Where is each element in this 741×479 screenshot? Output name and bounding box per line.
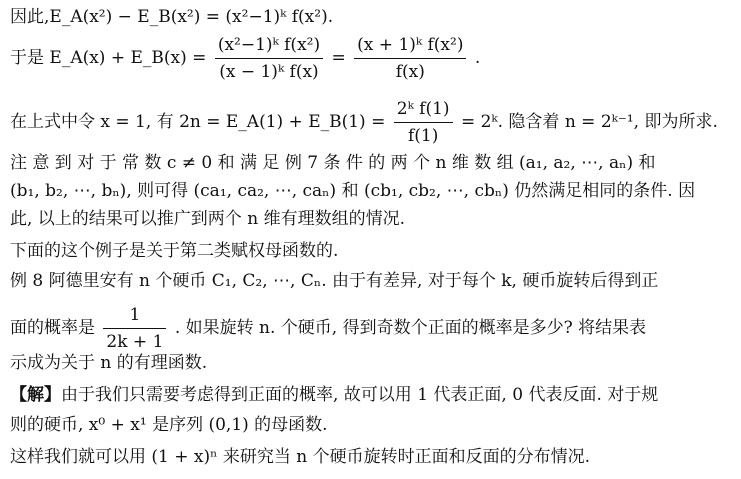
equation-line-3 [10,98,718,147]
text-line-1: 因此,E_A(x²) − E_B(x²) = (x²−1)ᵏ f(x²). [10,7,334,27]
fraction-2-denominator: f(x) [395,62,425,82]
fraction-2-numerator: (x + 1)ᵏ f(x²) [354,34,466,59]
fraction-4-numerator: 1 [103,304,166,329]
fraction-3 [394,98,453,147]
text-line-6: 此, 以上的结果可以推广到两个 n 维有理数组的情况. [10,209,405,229]
fraction-3-denominator: f(1) [407,126,439,146]
fraction-3-numerator: 2ᵏ f(1) [394,98,453,123]
equation-prefix: 在上式中令 x = 1, 有 2n = E_A(1) + E_B(1) = [10,112,386,132]
text-line-7: 下面的这个例子是关于第二类赋权母函数的. [10,241,339,261]
solution-label: 【解】 [10,385,61,405]
text-line-11 [10,384,658,406]
text-line-12: 则的硬币, x⁰ + x¹ 是序列 (0,1) 的母函数. [10,415,328,435]
equation-prefix: 面的概率是 [10,318,95,338]
equation-suffix: . 如果旋转 n. 个硬币, 得到奇数个正面的概率是多少? 将结果表 [174,318,647,338]
solution-text: 由于我们只需要考虑得到正面的概率, 故可以用 1 代表正面, 0 代表反面. 对于规 [61,385,659,405]
equals-sign: = [331,48,346,68]
fraction-4-denominator: 2k + 1 [106,332,164,352]
text-line-13: 这样我们就可以用 (1 + x)ⁿ 来研究当 n 个硬币旋转时正面和反面的分布情况. [10,447,591,467]
equation-prefix: 于是 E_A(x) + E_B(x) = [10,48,207,68]
text-line-5: (b₁, b₂, ⋯, bₙ), 则可得 (ca₁, ca₂, ⋯, caₙ) 和 (cb₁, cb₂, ⋯, cbₙ) 仍然满足相同的条件. 因 [10,181,696,201]
text-line-10: 示成为关于 n 的有理函数. [10,353,208,373]
fraction-1-denominator: (x − 1)ᵏ f(x) [219,62,319,82]
equation-suffix: = 2ᵏ. 隐含着 n = 2ᵏ⁻¹, 即为所求. [460,112,718,132]
equation-line-9 [10,304,646,353]
text-line-4: 注 意 到 对 于 常 数 c ≠ 0 和 满 足 例 7 条 件 的 两 个 n 维 数 组 (a₁, a₂, ⋯, aₙ) 和 [10,153,656,173]
fraction-2 [354,34,466,83]
fraction-1 [215,34,323,83]
equation-end: . [474,48,481,68]
fraction-4 [103,304,166,353]
equation-line-2 [10,34,480,83]
text-line-8: 例 8 阿德里安有 n 个硬币 C₁, C₂, ⋯, Cₙ. 由于有差异, 对于每个 k, 硬币旋转后得到正 [10,271,659,291]
fraction-1-numerator: (x²−1)ᵏ f(x²) [215,34,323,59]
